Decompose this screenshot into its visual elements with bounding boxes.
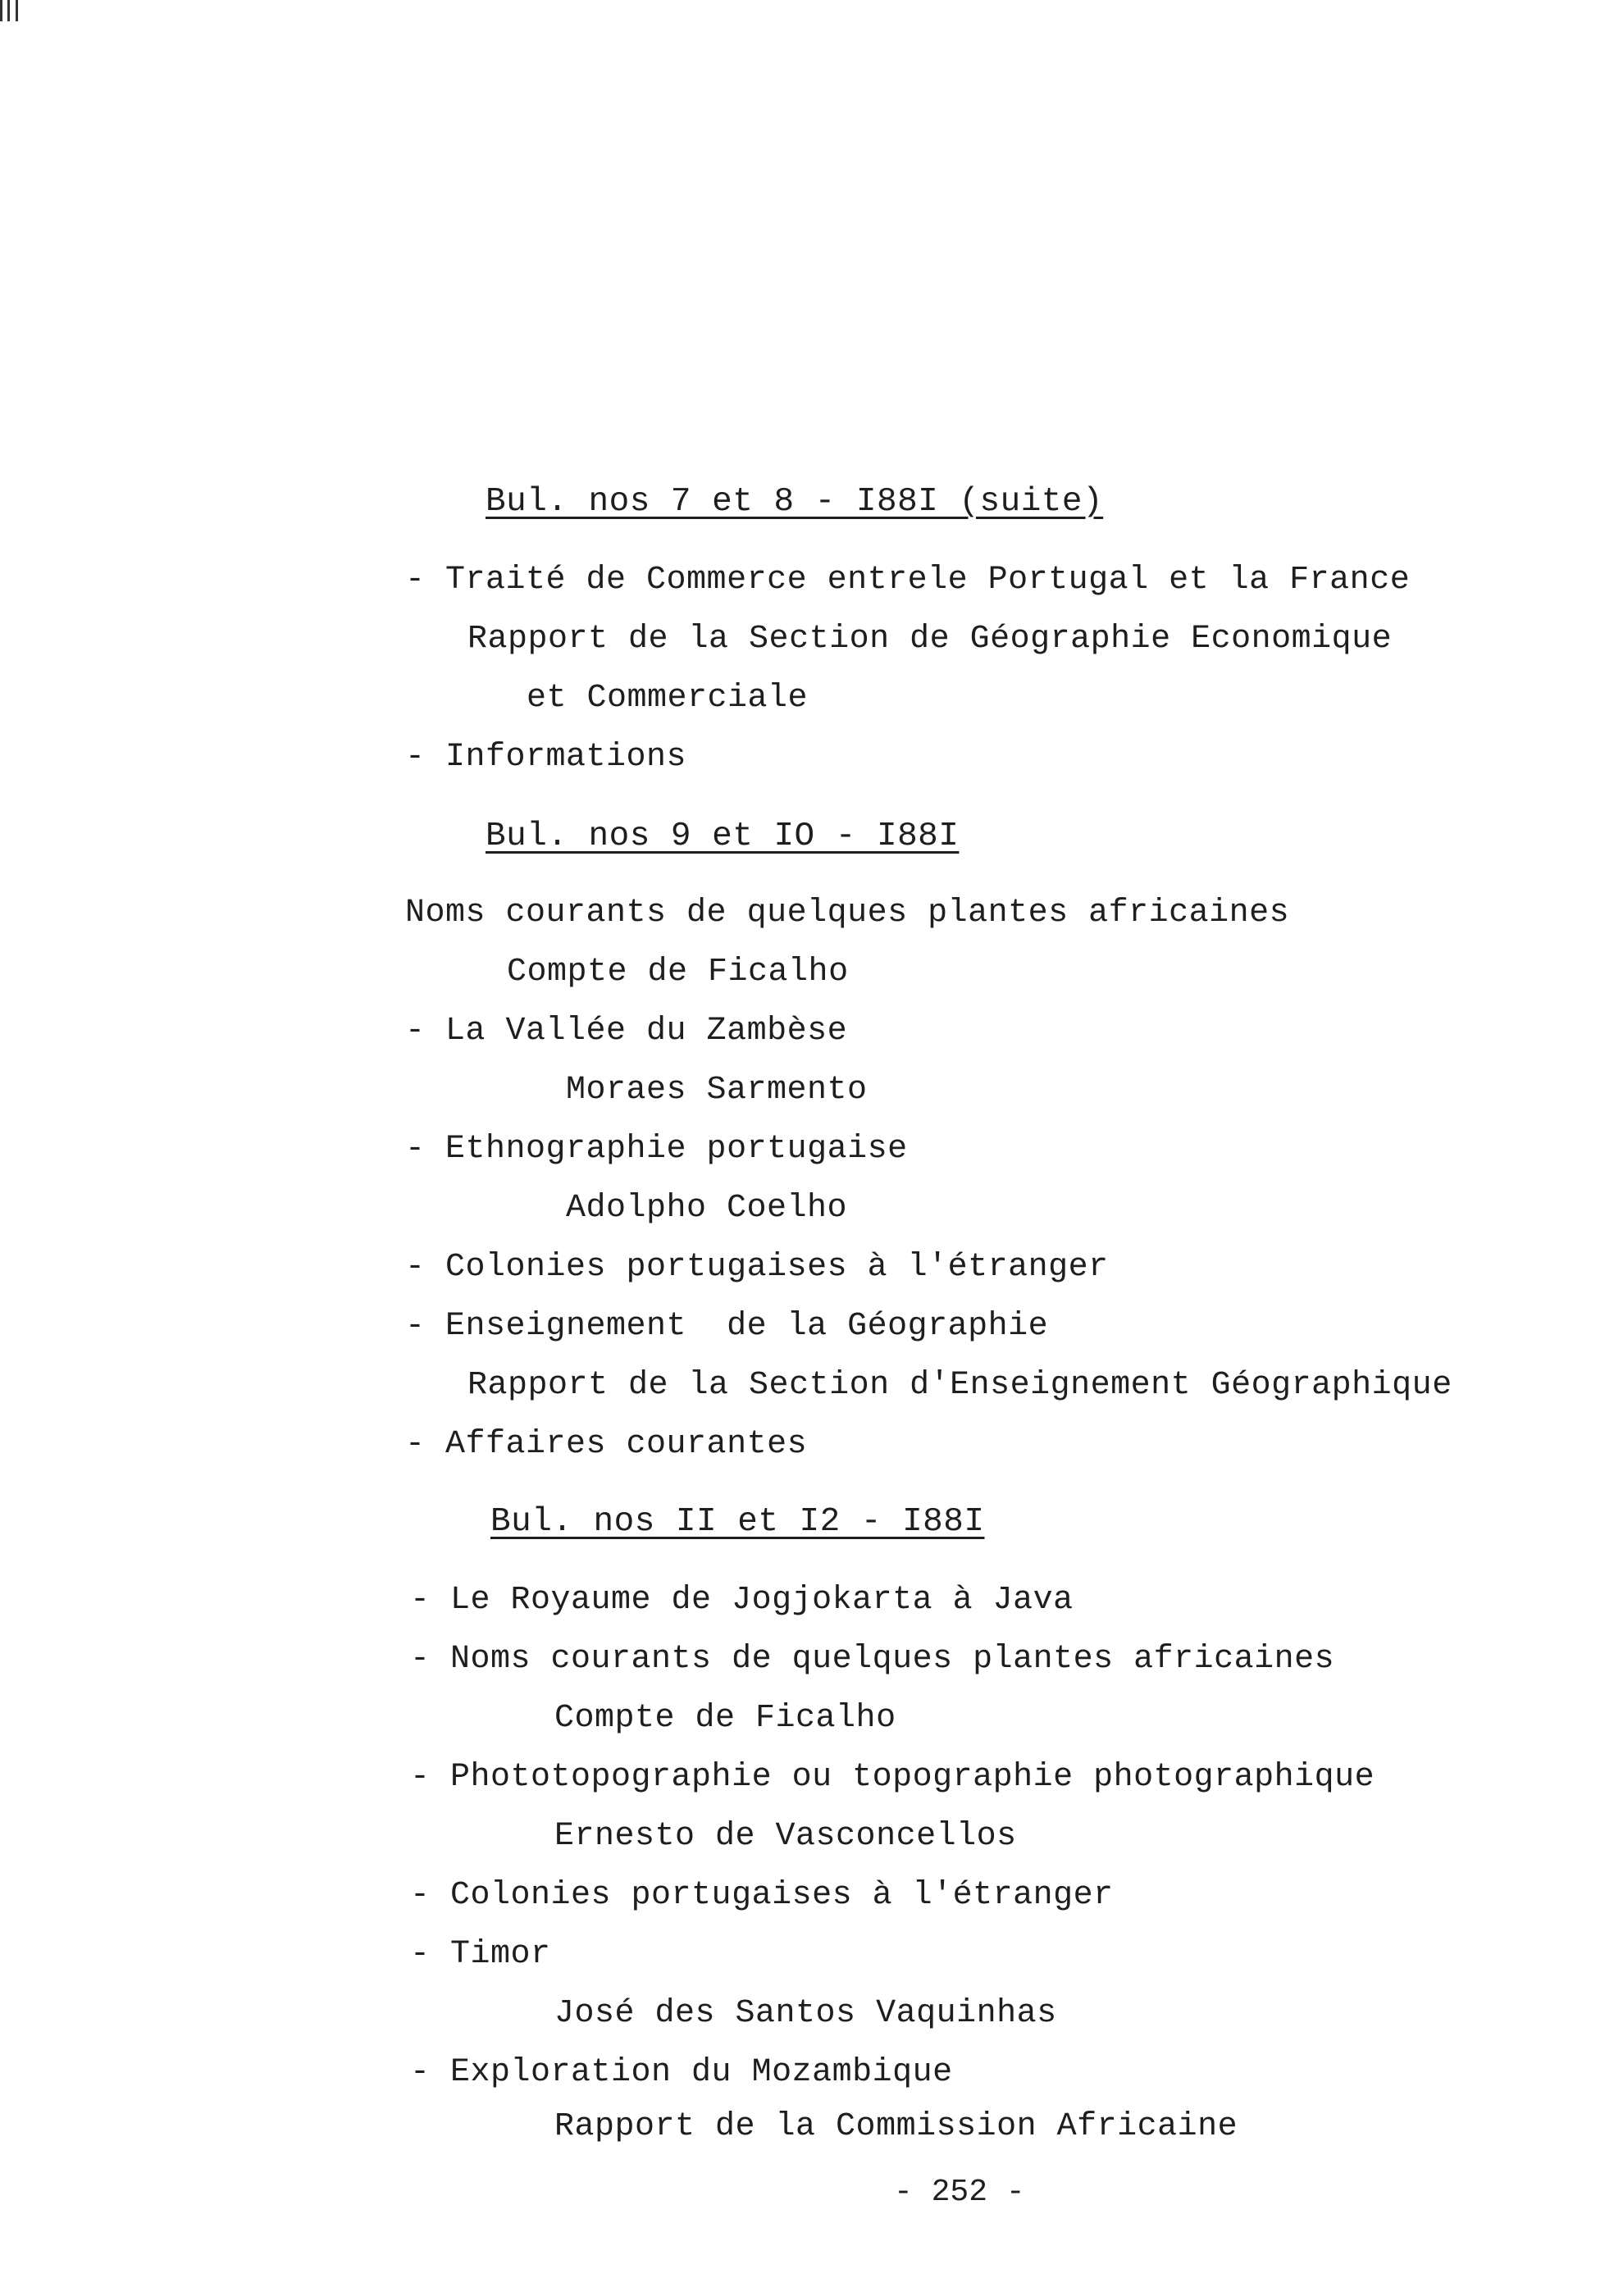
- entry-line: - Enseignement de la Géographie: [405, 1308, 1049, 1345]
- author-line: Rapport de la Section de Géographie Economique: [467, 621, 1393, 658]
- section-heading-2: Bul. nos 9 et IO - I88I: [486, 818, 960, 855]
- author-line: Rapport de la Commission Africaine: [554, 2108, 1238, 2145]
- author-line: Compte de Ficalho: [554, 1700, 896, 1737]
- author-line: Rapport de la Section d'Enseignement Géographique: [467, 1367, 1452, 1404]
- entry-line: - Traité de Commerce entrele Portugal et la France: [405, 562, 1411, 599]
- entry-line: Noms courants de quelques plantes africaines: [405, 895, 1290, 932]
- author-line: et Commerciale: [527, 680, 809, 717]
- author-line: Adolpho Coelho: [566, 1190, 848, 1227]
- entry-line: - Noms courants de quelques plantes africaines: [410, 1641, 1335, 1678]
- entry-line: - Timor: [410, 1936, 551, 1973]
- author-line: Ernesto de Vasconcellos: [554, 1818, 1017, 1855]
- entry-line: - La Vallée du Zambèse: [405, 1013, 848, 1050]
- section-heading-3: Bul. nos II et I2 - I88I: [490, 1503, 985, 1541]
- entry-line: - Exploration du Mozambique: [410, 2054, 953, 2091]
- page-number: - 252 -: [894, 2175, 1025, 2210]
- author-line: Compte de Ficalho: [507, 954, 849, 991]
- entry-line: - Colonies portugaises à l'étranger: [410, 1877, 1114, 1914]
- section-heading-1: Bul. nos 7 et 8 - I88I (suite): [486, 483, 1104, 521]
- entry-line: - Colonies portugaises à l'étranger: [405, 1249, 1109, 1286]
- entry-line: - Le Royaume de Jogjokarta à Java: [410, 1582, 1074, 1619]
- entry-line: - Informations: [405, 739, 687, 776]
- author-line: José des Santos Vaquinhas: [554, 1995, 1057, 2032]
- author-line: Moraes Sarmento: [566, 1072, 868, 1109]
- entry-line: - Affaires courantes: [405, 1426, 808, 1463]
- entry-line: - Phototopographie ou topographie photographique: [410, 1759, 1375, 1796]
- entry-line: - Ethnographie portugaise: [405, 1131, 908, 1168]
- scan-corner-mark: [0, 0, 18, 21]
